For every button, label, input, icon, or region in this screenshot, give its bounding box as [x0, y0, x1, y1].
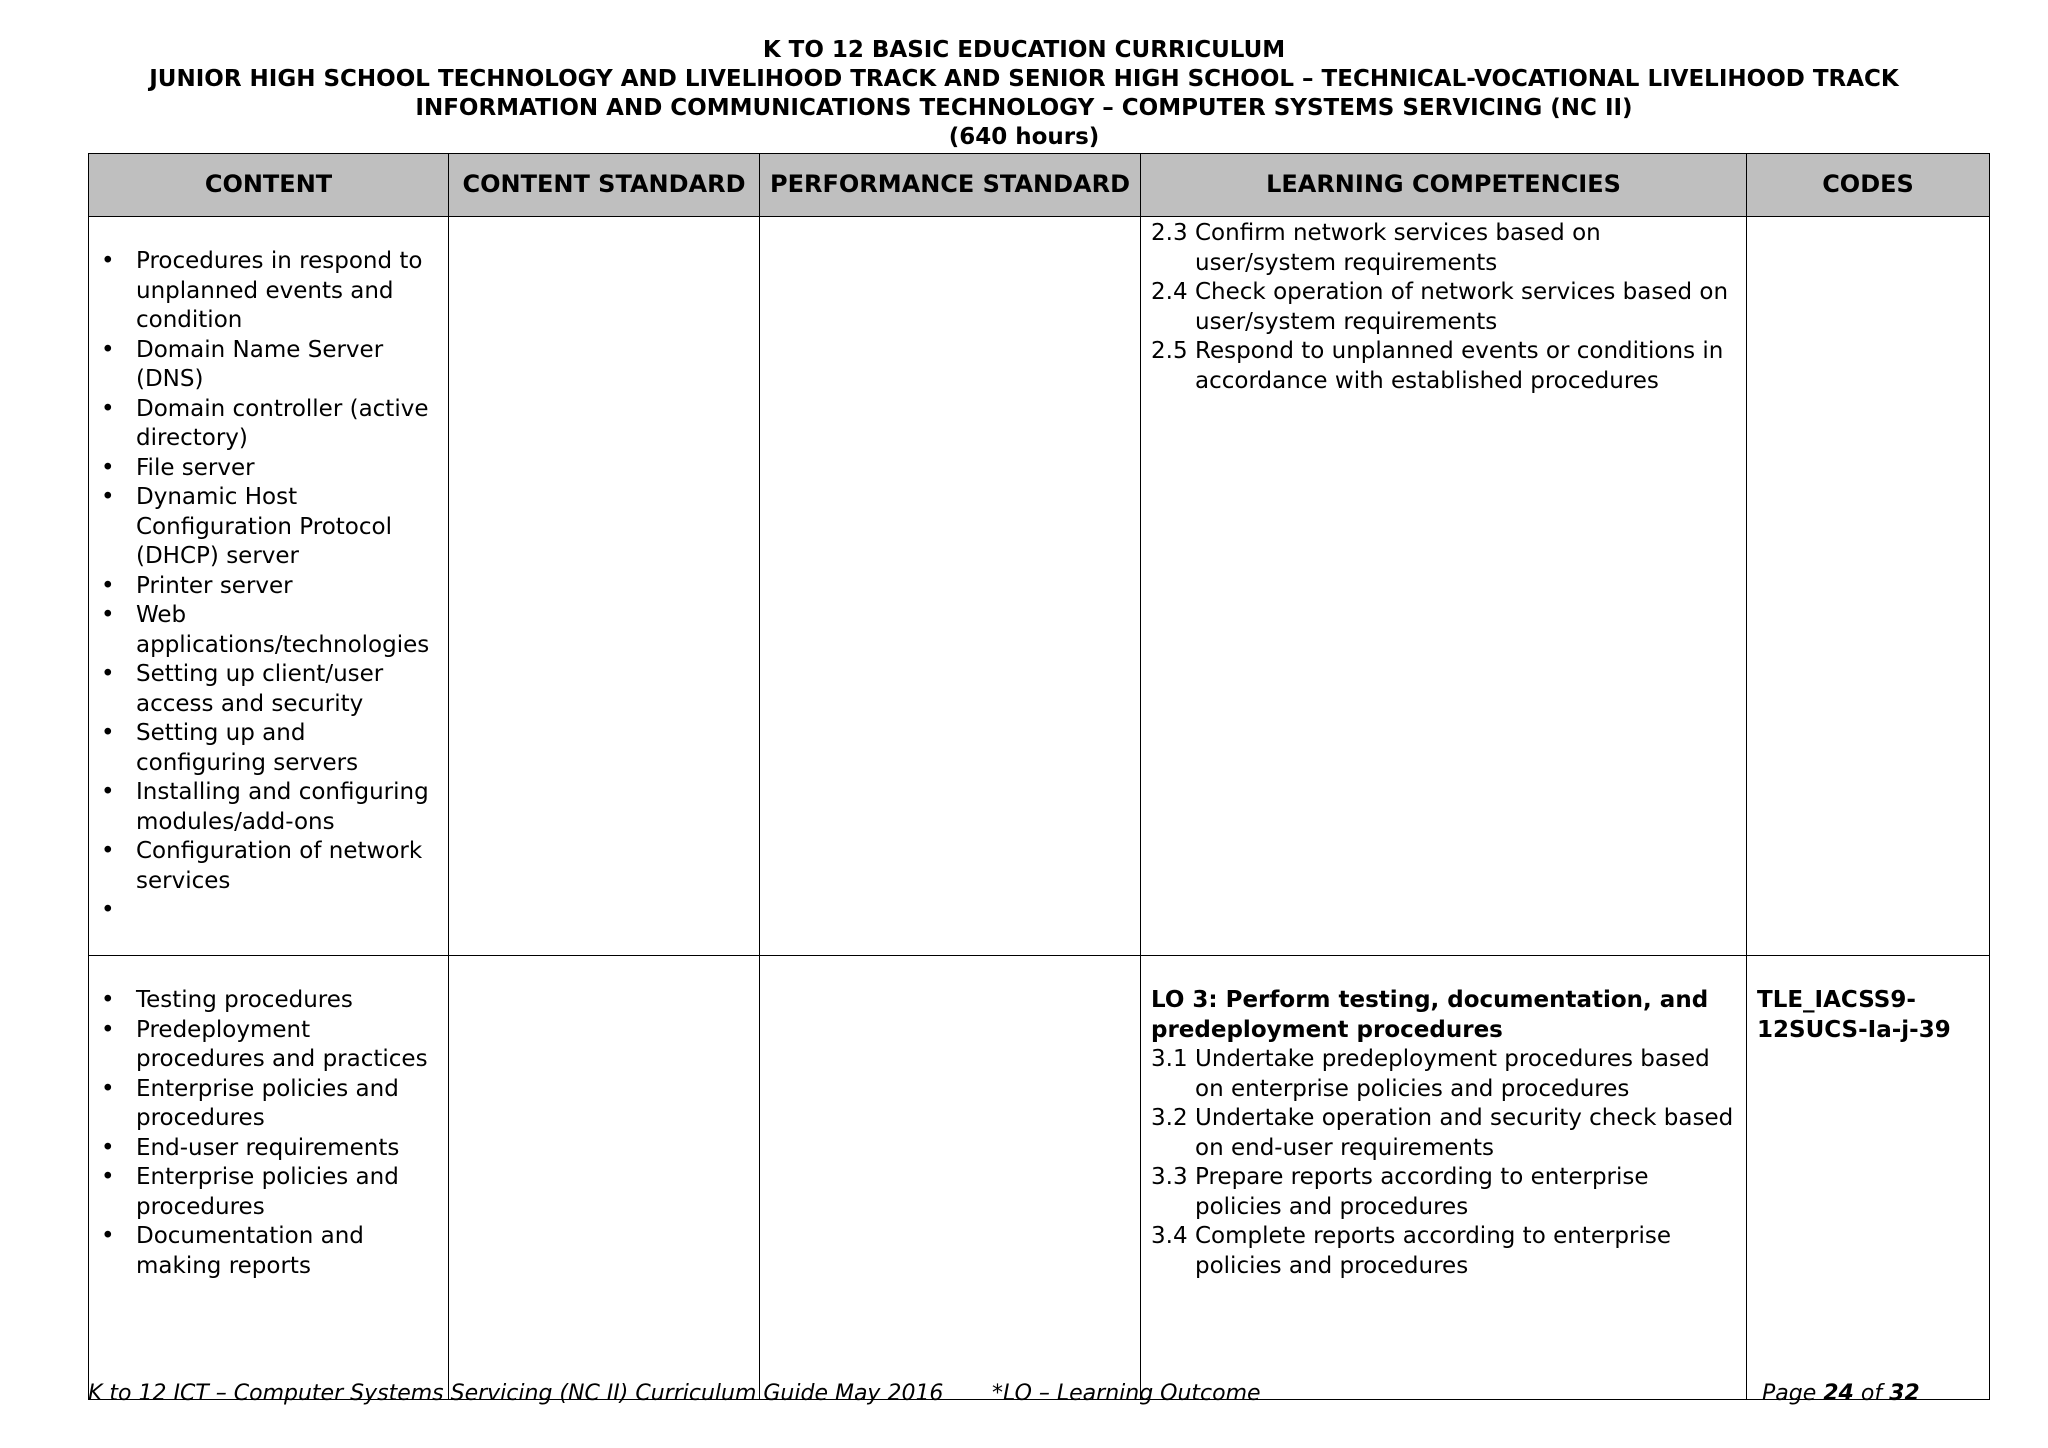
footer-lo-note: *LO – Learning Outcome — [992, 1381, 1261, 1406]
header-title: K TO 12 BASIC EDUCATION CURRICULUM — [762, 37, 1286, 63]
code-cell — [1747, 956, 1990, 1400]
competency-number: 2.3 — [1151, 220, 1188, 246]
learning-competencies-cell — [1141, 956, 1747, 1400]
competency-text: Complete reports according to enterprise policies and procedures — [1195, 1223, 1672, 1279]
code-cell — [1747, 217, 1990, 956]
list-item: • Enterprise policies and procedures — [99, 1163, 438, 1222]
list-item: • Testing procedures — [99, 986, 438, 1016]
list-item: • Domain controller (active directory) — [99, 395, 438, 454]
list-item: • Enterprise policies and procedures — [99, 1075, 438, 1134]
header-subject: INFORMATION AND COMMUNICATIONS TECHNOLOGY – COMPUTER SYSTEMS SERVICING (NC II) — [415, 95, 1633, 121]
content-list — [99, 986, 438, 1281]
competency-number: 3.4 — [1151, 1223, 1188, 1249]
footer-guide-title: K to 12 ICT – Computer Systems Servicing (NC II) Curriculum Guide May 2016 — [88, 1381, 944, 1406]
table-row — [89, 217, 1990, 956]
page-current: 24 — [1823, 1381, 1854, 1406]
competency-text: Check operation of network services based on user/system requirements — [1195, 279, 1729, 335]
competency-number: 3.3 — [1151, 1164, 1188, 1190]
column-header-content: CONTENT — [89, 154, 449, 217]
content-list — [99, 247, 438, 926]
competency-item — [1151, 337, 1736, 396]
header-hours: (640 hours) — [948, 124, 1100, 150]
competency-text: Undertake predeployment procedures based on enterprise policies and procedures — [1195, 1046, 1710, 1102]
competency-item — [1151, 1222, 1736, 1281]
list-item: • Procedures in respond to unplanned events and condition — [99, 247, 438, 336]
list-item: • Web applications/technologies — [99, 601, 438, 660]
learning-competencies-cell — [1141, 217, 1747, 956]
performance-standard-cell — [760, 217, 1141, 956]
list-item: • Installing and configuring modules/add-ons — [99, 778, 438, 837]
competency-text: Undertake operation and security check based on end-user requirements — [1195, 1105, 1734, 1161]
list-item: • Documentation and making reports — [99, 1222, 438, 1281]
competency-number: 3.1 — [1151, 1046, 1188, 1072]
competency-item — [1151, 1163, 1736, 1222]
competency-item — [1151, 1104, 1736, 1163]
competency-number: 3.2 — [1151, 1105, 1188, 1131]
column-header-learning-competencies: LEARNING COMPETENCIES — [1141, 154, 1747, 217]
content-standard-cell — [449, 217, 760, 956]
competency-number: 2.5 — [1151, 338, 1188, 364]
competency-number: 2.4 — [1151, 279, 1188, 305]
performance-standard-cell — [760, 956, 1141, 1400]
competency-code: TLE_IACSS9-12SUCS-Ia-j-39 — [1757, 987, 1951, 1043]
competency-item — [1151, 278, 1736, 337]
competency-text: Confirm network services based on user/system requirements — [1195, 220, 1601, 276]
content-cell — [89, 956, 449, 1400]
content-standard-cell — [449, 956, 760, 1400]
list-item: • Setting up client/user access and security — [99, 660, 438, 719]
list-item: • Dynamic Host Configuration Protocol (DHCP) server — [99, 483, 438, 572]
header-track: JUNIOR HIGH SCHOOL TECHNOLOGY AND LIVELIHOOD TRACK AND SENIOR HIGH SCHOOL – TECHNICAL-VOCATIONAL LIVELIHOOD TRACK — [149, 66, 1899, 92]
learning-outcome-title: LO 3: Perform testing, documentation, and predeployment procedures — [1151, 987, 1709, 1043]
competency-item — [1151, 219, 1736, 278]
list-item: • Printer server — [99, 572, 438, 602]
content-cell — [89, 217, 449, 956]
page-of-label: of — [1860, 1381, 1883, 1406]
curriculum-table — [88, 153, 1990, 1400]
list-item-empty — [99, 896, 438, 926]
table-row — [89, 956, 1990, 1400]
list-item: • Predeployment procedures and practices — [99, 1016, 438, 1075]
list-item: • Domain Name Server (DNS) — [99, 336, 438, 395]
footer-page-number — [1762, 1380, 1920, 1408]
competency-text: Respond to unplanned events or conditions in accordance with established procedures — [1195, 338, 1724, 394]
list-item: • End-user requirements — [99, 1134, 438, 1164]
table-header-row — [89, 154, 1990, 217]
page-total: 32 — [1889, 1381, 1920, 1406]
document-header — [0, 36, 2048, 152]
list-item: • Configuration of network services — [99, 837, 438, 896]
list-item: • Setting up and configuring servers — [99, 719, 438, 778]
competency-text: Prepare reports according to enterprise policies and procedures — [1195, 1164, 1649, 1220]
column-header-performance-standard: PERFORMANCE STANDARD — [760, 154, 1141, 217]
competency-item — [1151, 1045, 1736, 1104]
page-label: Page — [1762, 1381, 1817, 1406]
column-header-content-standard: CONTENT STANDARD — [449, 154, 760, 217]
column-header-codes: CODES — [1747, 154, 1990, 217]
list-item: • File server — [99, 454, 438, 484]
